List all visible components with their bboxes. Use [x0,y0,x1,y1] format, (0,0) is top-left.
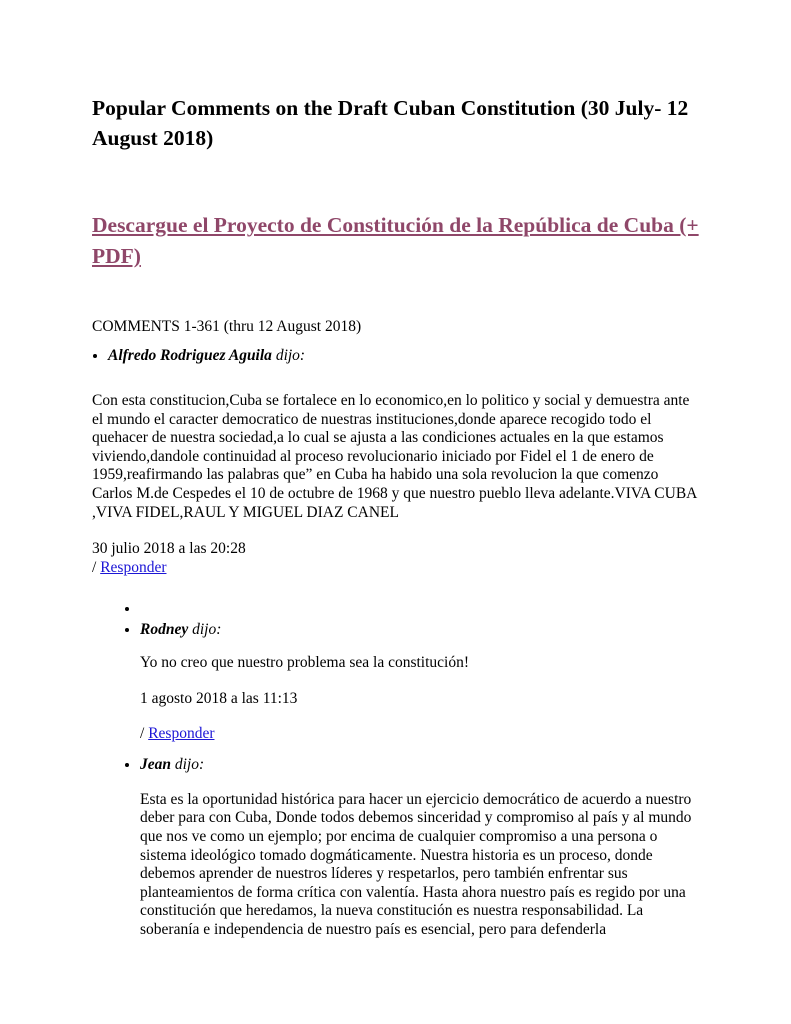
nested-comment-content [92,654,700,743]
comment-list [92,346,700,367]
reply-link[interactable]: Responder [148,724,215,742]
reply-prefix: / [140,724,145,742]
comment-author-line [140,620,700,641]
nested-comment-list [92,599,700,640]
comment-author: Jean [140,756,171,774]
comment-author-line [140,755,700,776]
nested-comment-content [92,791,700,940]
comment-author-line [108,346,700,367]
comments-count-line: COMMENTS 1-361 (thru 12 August 2018) [92,318,362,335]
comment-meta [140,725,700,744]
comment-author: Rodney [140,620,189,638]
comment-meta [92,540,700,577]
download-heading [92,210,700,272]
comment-body: Esta es la oportunidad histórica para hacer un ejercicio democrático de acuerdo a nuestro deber para con Cuba, Donde todos debemos sinceridad y compromiso al país y al mundo que nos ve como un ejemplo; por encima de cualquier compromiso a una persona o sistema ideológico tomado dogmáticamente. Nuestra historia es un proceso, donde debemos aprender de nuestros líderes y respetarlos, pero también enfrentar sus planteamientos de forma crítica con valentía. Hasta ahora nuestro país es regido por una constitución que heredamos, la nueva constitución es nuestra responsabilidad. La soberanía e independencia de nuestro país es esencial, pero para defenderla [140,790,692,938]
comment-author: Alfredo Rodriguez Aguila [108,346,272,364]
reply-prefix: / [92,558,97,576]
page-title: Popular Comments on the Draft Cuban Constitution (30 July- 12 August 2018) [92,96,689,150]
comment-said-label: dijo: [275,346,306,364]
comment-body: Con esta constitucion,Cuba se fortalece en lo economico,en lo politico y social y demuestra ante el mundo el caracter democratico de nuestras instituciones,donde aparece recogido todo el quehacer de nuestra sociedad,a lo cual se ajusta a las condiciones actuales en la que estamos viviendo,dandole continuidad al proceso revolucionario iniciado por Fidel el 1 de enero de 1959,reafirmando las palabras que” en Cuba ha habido una sola revolucion la que comenzo Carlos M.de Cespedes el 10 de octubre de 1968 y que nuestro pueblo lleva adelante.VIVA CUBA ,VIVA FIDEL,RAUL Y MIGUEL DIAZ CANEL [92,392,697,521]
empty-list-item [140,599,700,620]
comment-said-label: dijo: [174,756,205,774]
comment-date: 30 julio 2018 a las 20:28 [92,540,246,558]
comment-said-label: dijo: [192,620,222,638]
comment-body: Yo no creo que nuestro problema sea la constitución! [140,654,470,672]
comment-date: 1 agosto 2018 a las 11:13 [140,690,298,708]
download-constitution-link[interactable]: Descargue el Proyecto de Constitución de la República de Cuba (+ PDF) [92,213,699,268]
nested-comment-list [92,755,700,776]
reply-link[interactable]: Responder [100,558,167,576]
